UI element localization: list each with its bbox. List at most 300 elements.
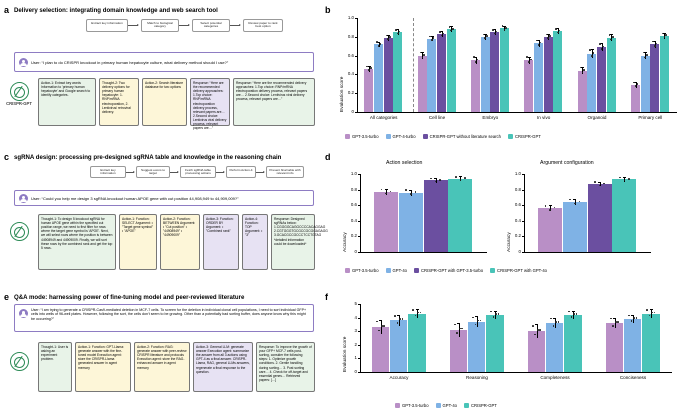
y-tick (522, 252, 524, 253)
panel-c-user-prompt (14, 190, 314, 206)
y-tick (358, 236, 360, 237)
panel-c-box-1: Thought-1: To design 5 knockout sgRNA for human APOE gene within the specified cut position range, we need to first filter for rows where the target gene symbol is 'APOE'. Next, we will select rows where the position is between 44908949 and 44909009. Finally, we will sort these rows by the combined rank and get the top 5 rows. (38, 214, 116, 270)
x-tick-label: All categories (369, 115, 398, 120)
data-point (439, 31, 441, 33)
y-tick-label: 0 (354, 369, 357, 374)
error-cap (591, 49, 594, 50)
y-tick (522, 205, 524, 206)
error-cap (494, 311, 497, 312)
error-cap (385, 189, 388, 190)
x-tick-label: Cell line (428, 115, 446, 120)
y-tick-label: 0.6 (514, 202, 521, 208)
data-point (472, 317, 474, 319)
data-point (555, 321, 557, 323)
bar (448, 179, 472, 252)
error-bar (592, 49, 593, 58)
panel-f-letter: f (325, 292, 328, 302)
data-point (394, 315, 396, 317)
y-tick (355, 93, 357, 94)
legend-swatch (386, 134, 391, 139)
bar (553, 31, 562, 112)
data-point (504, 29, 506, 31)
data-point (646, 54, 648, 56)
y-tick-label: 1 (354, 355, 357, 361)
data-point (412, 309, 414, 311)
legend-item (508, 134, 541, 139)
y-tick-label: 0.4 (350, 217, 357, 223)
flow-step-a-3: Select potential categories (192, 19, 230, 32)
error-cap (613, 318, 616, 319)
error-cap (379, 320, 382, 321)
bar (399, 193, 423, 252)
y-tick-label: 0 (354, 249, 357, 254)
data-point (381, 325, 383, 327)
legend-swatch (490, 268, 495, 273)
data-point (594, 181, 596, 183)
data-point (617, 321, 619, 323)
data-point (612, 36, 614, 38)
flow-step-c-5: Present final table with relevant info (266, 166, 304, 178)
legend-label: GPT-3.5-turbo (402, 402, 429, 408)
bar (563, 202, 587, 252)
error-bar (633, 315, 634, 323)
error-cap (549, 205, 552, 206)
bar (418, 56, 427, 112)
error-bar (555, 318, 556, 329)
panel-d-legend (345, 262, 675, 278)
data-point (486, 35, 488, 37)
crispr-gpt-logo-icon (10, 222, 29, 241)
bar (424, 180, 448, 252)
legend-item (386, 268, 407, 273)
error-cap (535, 324, 538, 325)
legend-label: CRISPR-GPT with GPT-3.5-turbo (420, 267, 484, 273)
error-cap (396, 29, 399, 30)
bar (447, 29, 456, 112)
data-point (619, 177, 621, 179)
bar (612, 179, 636, 252)
panel-a-letter: a (4, 5, 10, 15)
bar (650, 44, 659, 112)
error-bar (399, 315, 400, 326)
x-axis (357, 112, 677, 113)
y-tick-label: 1.0 (514, 171, 521, 176)
bar (384, 38, 393, 112)
x-tick-label: Embryo (482, 115, 499, 120)
data-point (589, 49, 591, 51)
error-bar (459, 323, 460, 337)
x-axis (360, 372, 672, 373)
data-point (555, 28, 557, 30)
panel-a-box-4: Response: “Here are the recommended delivery approaches: 1.Top choice: RNP/mRNA electroporation delivery process, relevant papers are… 2.Second choice: Lentivirus viral delivery process, relevant papers are…” (190, 78, 230, 126)
y-tick (355, 37, 357, 38)
error-cap (450, 26, 453, 27)
y-tick-label: 0 (518, 249, 521, 254)
data-point (473, 56, 475, 58)
data-point (583, 69, 585, 71)
bar (660, 36, 669, 112)
error-bar (651, 309, 652, 317)
data-point (609, 34, 611, 36)
y-tick-label: 0.2 (347, 90, 354, 96)
error-cap (581, 67, 584, 68)
y-tick (358, 345, 360, 346)
data-point (637, 83, 639, 85)
x-tick-label: Conciseness (619, 375, 647, 380)
x-tick-label: Completeness (540, 375, 570, 380)
user-avatar-icon (19, 194, 28, 203)
panel-c-box-5: Action-4: Function: TOP Argument: • "3" (242, 214, 268, 270)
panel-d-right-title: Argument configuration (540, 160, 594, 166)
error-cap (644, 52, 647, 53)
error-bar (495, 311, 496, 319)
legend-item (436, 403, 457, 408)
error-cap (653, 41, 656, 42)
panel-a-box-1: Action-1: Extract key words Information to 'primary human hepatocyte' and Google search to identify categories. (38, 78, 96, 126)
panel-f-legend (395, 398, 675, 412)
legend-label: GPT-4-turbo (392, 133, 416, 139)
user-avatar-icon (19, 58, 28, 67)
error-cap (475, 316, 478, 317)
y-tick (358, 190, 360, 191)
y-tick (358, 318, 360, 319)
error-cap (610, 34, 613, 35)
y-tick (358, 174, 360, 175)
x-tick-label: In vivo (537, 115, 551, 120)
data-point (389, 36, 391, 38)
y-axis-label: Accuracy (507, 232, 512, 252)
y-tick (522, 190, 524, 191)
bar (374, 44, 383, 112)
y-tick-label: 0.6 (347, 52, 354, 58)
flow-step-a-4: Review paper to rank best option (243, 19, 283, 32)
flow-step-a-2: Match to biological category (141, 19, 179, 32)
legend-label: GPT-4o (442, 402, 457, 408)
legend-item (395, 403, 429, 408)
legend-swatch (345, 268, 350, 273)
error-cap (474, 57, 477, 58)
legend-label: GPT-3.5-turbo (352, 267, 379, 273)
flow-step-c-1: Extract key information (90, 166, 126, 178)
data-point (460, 179, 462, 181)
y-tick (355, 18, 357, 19)
legend-label: CRISPR-GPT without literature search (429, 133, 501, 139)
error-cap (528, 57, 531, 58)
error-cap (421, 52, 424, 53)
legend-swatch (386, 268, 391, 273)
x-tick-label: Primary cell (638, 115, 663, 120)
bar (641, 56, 650, 112)
y-tick (358, 304, 360, 305)
error-cap (440, 31, 443, 32)
legend-item (464, 403, 497, 408)
data-point (545, 205, 547, 207)
y-tick-label: 0.4 (347, 71, 354, 77)
legend-label: CRISPR-GPT (470, 402, 497, 408)
error-cap (650, 309, 653, 310)
data-point (549, 209, 551, 211)
legend-item (345, 134, 379, 139)
y-tick (522, 221, 524, 222)
data-point (526, 56, 528, 58)
y-tick (358, 358, 360, 359)
data-point (380, 43, 382, 45)
data-point (397, 322, 399, 324)
data-point (550, 318, 552, 320)
panel-c-box-4: Action-3: Function: ORDER BY Argument: • "Combined rank" (203, 214, 239, 270)
panel-d-left-title: Action selection (386, 160, 423, 166)
y-axis (360, 174, 361, 252)
panel-a-user-prompt (14, 52, 314, 72)
bar (631, 85, 640, 112)
error-cap (416, 309, 419, 310)
bar (597, 47, 606, 112)
bar (374, 192, 398, 252)
data-point (454, 324, 456, 326)
panel-e-user-text: User: “I am trying to generate a CRISPR-Cas9-mediated deletion in MCF-7 cells. To screen for the deletion in individual clonal cell populations, I need to sort individual GFP+ cells into wells of 96-well plates. However, following the sort, the cells don't seem to be growing. Other than a potentially bad sorting buffer, does anyone know why this might be occurring?” (31, 308, 307, 321)
data-point (547, 37, 549, 39)
y-tick-label: 1.0 (347, 15, 354, 20)
data-point (492, 29, 494, 31)
data-point (368, 69, 370, 71)
panel-a-box-3: Action-2: Search literature database for two options (142, 78, 187, 126)
crispr-gpt-logo-icon (10, 352, 29, 371)
bar (546, 323, 564, 372)
panel-b-letter: b (325, 5, 331, 15)
error-cap (572, 311, 575, 312)
legend-swatch (395, 403, 400, 408)
data-point (591, 55, 593, 57)
panel-d-left-chart (336, 170, 491, 260)
bar (437, 34, 446, 112)
data-point (569, 199, 571, 201)
y-tick (358, 252, 360, 253)
data-point (549, 35, 551, 37)
bar (427, 39, 436, 112)
panel-e-agent (6, 352, 32, 372)
y-tick-label: 0.4 (514, 217, 521, 223)
y-tick (358, 221, 360, 222)
y-tick-label: 0.8 (347, 33, 354, 39)
y-tick-label: 1.0 (350, 171, 357, 176)
y-axis (357, 18, 358, 112)
data-point (429, 36, 431, 38)
data-point (386, 35, 388, 37)
error-cap (600, 43, 603, 44)
y-axis (360, 304, 361, 372)
error-cap (409, 190, 412, 191)
bar (468, 322, 486, 372)
error-bar (477, 316, 478, 327)
error-cap (598, 182, 601, 183)
data-point (652, 41, 654, 43)
data-point (383, 325, 385, 327)
data-point (464, 177, 466, 179)
data-point (628, 315, 630, 317)
bar (390, 320, 408, 372)
bar (588, 184, 612, 252)
bar (607, 38, 616, 112)
bar (606, 323, 624, 372)
bar (364, 69, 373, 112)
panel-c-box-2: Action-1: Function: SELECT Argument: • "Target gene symbol" • "APOE" (119, 214, 157, 270)
data-point (537, 329, 539, 331)
data-point (423, 54, 425, 56)
flow-step-c-3: Fetch sgRNA table processing actions (180, 166, 216, 178)
data-point (633, 317, 635, 319)
y-axis (524, 174, 525, 252)
data-point (558, 321, 560, 323)
panel-b-legend (345, 128, 675, 144)
data-point (395, 29, 397, 31)
panel-a-box-2: Thought-2: Two delivery options for primary human hepatocyte: 1. RNP/mRNA electroporation, 2. Lentivirus/ retroviral delivery. (99, 78, 139, 126)
error-cap (623, 177, 626, 178)
bar (408, 314, 426, 372)
panel-b-chart (333, 14, 681, 126)
user-avatar-icon (19, 309, 28, 318)
error-bar (573, 311, 574, 319)
panel-e-box-3: Action-2: Function: RAG: generate answer with peer-review CRISPR literature and protocols Execution agent: store the RAG-enhanced answer in agent memory (134, 342, 190, 392)
data-point (536, 40, 538, 42)
legend-item (423, 134, 501, 139)
data-point (484, 37, 486, 39)
x-tick-label: Organoid (587, 115, 607, 120)
data-point (370, 67, 372, 69)
data-point (568, 311, 570, 313)
y-tick-label: 5 (354, 301, 357, 306)
error-cap (434, 178, 437, 179)
data-point (539, 329, 541, 331)
panel-a-box-5: Response: “Here are the recommended delivery approaches: 1.Top choice: RNP/mRNA electroporation delivery process, relevant papers are… 2.Second choice: Lentivirus viral delivery process, relevant papers are…” (233, 78, 315, 126)
bar (471, 60, 480, 112)
panel-e-letter: e (4, 292, 10, 302)
panel-c-box-6: Response: Designed sgRNAs below: 1.CGGGGCAGGCCCCACAGGAG 2.CGTGGGTGCGCCGCGGAGAGG 3.GCACGCCGCCCTCCTGTAG *detailed information could be downloaded* (271, 214, 315, 270)
panel-e-box-2: Action-1: Function: GPT-Llama: generate answer with the fine-tuned model Execution agent: store the CRISPR-Llama generated answer in agent memory (75, 342, 131, 392)
y-tick (522, 174, 524, 175)
data-point (449, 26, 451, 28)
y-tick-label: 0 (351, 109, 354, 114)
legend-item (490, 268, 547, 273)
y-tick-label: 0.6 (350, 202, 357, 208)
data-point (439, 179, 441, 181)
data-point (553, 325, 555, 327)
bar (500, 28, 509, 112)
data-point (455, 176, 457, 178)
error-cap (457, 323, 460, 324)
error-bar (386, 189, 387, 195)
category-separator (413, 18, 414, 112)
data-point (573, 313, 575, 315)
data-point (646, 309, 648, 311)
error-cap (397, 315, 400, 316)
data-point (452, 28, 454, 30)
panel-e-title: Q&A mode: harnessing power of fine-tuning model and peer-reviewed literature (14, 294, 245, 301)
legend-label: CRISPR-GPT with GPT-4o (497, 267, 547, 273)
bar (538, 208, 562, 252)
y-tick-label: 0.8 (514, 186, 521, 192)
panel-f-chart (336, 300, 676, 386)
error-cap (631, 315, 634, 316)
bar (564, 315, 582, 372)
legend-swatch (345, 134, 350, 139)
bar (624, 319, 642, 372)
data-point (399, 318, 401, 320)
panel-e-box-1: Thought-1: User is asking an experiment problem. (38, 342, 72, 392)
y-tick (355, 112, 357, 113)
y-tick (522, 236, 524, 237)
bar (544, 37, 553, 112)
y-tick (358, 372, 360, 373)
data-point (405, 189, 407, 191)
bar (587, 54, 596, 112)
legend-item (345, 268, 379, 273)
error-cap (573, 199, 576, 200)
panel-a-title: Delivery selection: integrating domain knowledge and web search tool (14, 7, 218, 14)
bar (524, 60, 533, 112)
error-cap (556, 28, 559, 29)
data-point (615, 321, 617, 323)
data-point (490, 311, 492, 313)
error-bar (537, 324, 538, 338)
panel-c-box-3: Action-2: Function: BETWEEN Argument: • "Cut position" • "44908949" • "44909009" (160, 214, 200, 270)
panel-c-agent (6, 222, 32, 242)
panel-c-user-text: User: “Could you help me design 3 sgRNA knockout human APOE gene with cut position 44,908,949 to 44,909,009?” (31, 195, 239, 201)
y-axis-label: Evaluation score (340, 76, 345, 112)
legend-swatch (464, 403, 469, 408)
x-tick-label: Accuracy (389, 375, 409, 380)
data-point (376, 321, 378, 323)
data-point (612, 325, 614, 327)
y-tick-label: 2 (354, 341, 357, 347)
flow-step-a-1: Extract key information (86, 19, 128, 32)
data-point (415, 191, 417, 193)
legend-swatch (508, 134, 513, 139)
panel-c-letter: c (4, 152, 10, 162)
data-point (610, 318, 612, 320)
data-point (366, 66, 368, 68)
legend-item (386, 134, 416, 139)
data-point (528, 61, 530, 63)
legend-swatch (414, 268, 419, 273)
x-tick-label: Reasoning (466, 375, 488, 380)
legend-swatch (436, 403, 441, 408)
panel-a-user-text: User: “I plan to do CRISPR knockout in primary human hepatocyte culture, what delivery method should I use?” (31, 59, 229, 65)
bar (578, 71, 587, 112)
flow-step-c-2: Suggest exons to target (136, 166, 170, 178)
panel-c-title: sgRNA design: processing pre-designed sgRNA table and knowledge in the reasoning chain (14, 154, 282, 161)
error-bar (539, 40, 540, 48)
bar (393, 32, 402, 112)
y-tick-label: 0.2 (514, 233, 521, 239)
bar (642, 314, 660, 372)
bar (486, 315, 504, 372)
data-point (431, 39, 433, 41)
data-point (430, 178, 432, 180)
x-axis (524, 252, 651, 253)
data-point (633, 82, 635, 84)
x-axis (360, 252, 487, 253)
crispr-gpt-logo-icon (10, 82, 29, 101)
legend-swatch (423, 134, 428, 139)
legend-item (414, 268, 483, 273)
data-point (381, 189, 383, 191)
error-cap (459, 176, 462, 177)
bar (534, 43, 543, 112)
y-axis-label: Accuracy (343, 232, 348, 252)
error-bar (381, 320, 382, 334)
panel-e-box-4: Action-3: General LLM: generate answer Execution agent: summarize the answer from all 3 actions using GPT-4 as a final answer. CRISPR-Llama, RAG, general LLMs answers, regenerate a final response to the question. (193, 342, 253, 392)
legend-label: CRISPR-GPT (514, 133, 541, 139)
